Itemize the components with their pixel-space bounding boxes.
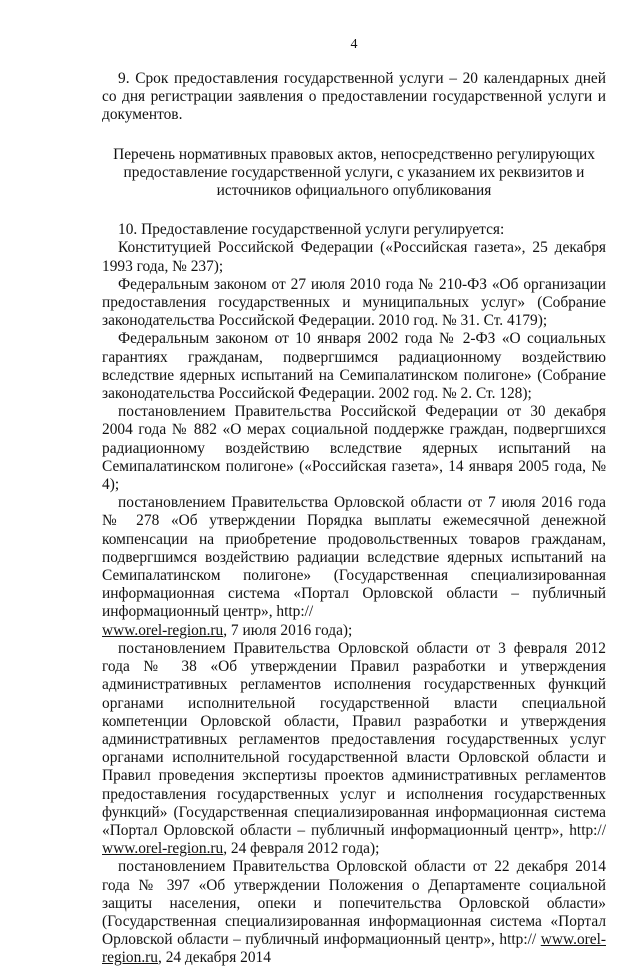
item-decree-882: постановлением Правительства Российской Федерации от 30 декабря 2004 года № 882 «О мерах социальной поддержке граждан, подвергшихся радиационному воздействию вследствие ядерных испытаний на Семипалатинском полигоне» («Российская газета», 14 января 2005 года, № 4);	[102, 403, 606, 494]
decree-278-tail: , 7 июля 2016 года);	[223, 621, 353, 639]
section-heading-line-1: Перечень нормативных правовых актов, непосредственно регулирующих	[113, 145, 595, 163]
decree-397-text: постановлением Правительства Орловской области от 22 декабря 2014 года № 397 «Об утверждении Положения о Департаменте социальной защиты населения, опеки и попечительства Орловской области» (Государственная специализированная информационная система «Портал Орловской области – публичный информационный центр», http://	[102, 858, 606, 949]
decree-397-link[interactable]: www.orel-region.ru	[102, 931, 606, 967]
paragraph-10: 10. Предоставление государственной услуги регулируется:	[118, 221, 505, 239]
section-heading	[102, 146, 606, 201]
page-number: 4	[350, 37, 358, 52]
item-decree-38	[102, 640, 606, 858]
item-law-2: Федеральным законом от 10 января 2002 года № 2-ФЗ «О социальных гарантиях гражданам, подвергшимся радиационному воздействию вследствие ядерных испытаний на Семипалатинском полигоне» (Собрание законодательства Российской Федерации. 2002 год. № 2. Ст. 128);	[102, 330, 606, 403]
decree-278-link[interactable]: www.orel-region.ru	[102, 621, 224, 639]
decree-397-tail: , 24 декабря 2014	[158, 949, 271, 967]
decree-38-tail: , 24 февраля 2012 года);	[223, 840, 380, 858]
section-heading-line-3: источников официального опубликования	[216, 182, 492, 200]
decree-278-text: постановлением Правительства Орловской области от 7 июля 2016 года № 278 «Об утверждении Порядка выплаты ежемесячной денежной компенсации на приобретение продовольственных товаров гражданам, подвергшимся воздействию радиации вследствие ядерных испытаний на Семипалатинском полигоне» (Государственная специализированная информационная система «Портал Орловской области – публичный информационный центр», http://	[102, 494, 606, 621]
section-heading-line-2: предоставление государственной услуги, с указанием их реквизитов и	[123, 163, 585, 181]
decree-38-text: постановлением Правительства Орловской области от 3 февраля 2012 года № 38 «Об утверждении Правил разработки и утверждения административных регламентов исполнения государственных функций органами исполнительной государственной власти специальной компетенции Орловской области, Правил разработки и утверждения административных регламентов предоставления государственных услуг органами исполнительной государственной власти Орловской области и Правил проведения экспертизы проектов административных регламентов предоставления государственных услуг и исполнения государственных функций» (Государственная специализированная информационная система «Портал Орловской области – публичный информационный центр», http://	[102, 639, 606, 839]
item-law-210: Федеральным законом от 27 июля 2010 года № 210-ФЗ «Об организации предоставления государственных и муниципальных услуг» (Собрание законодательства Российской Федерации. 2010 год. № 31. Ст. 4179);	[102, 275, 606, 330]
item-constitution: Конституцией Российской Федерации («Российская газета», 25 декабря 1993 года, № 237);	[102, 239, 606, 275]
item-decree-278	[102, 494, 606, 640]
paragraph-9: 9. Срок предоставления государственной услуги – 20 календарных дней со дня регистрации заявления о предоставлении государственной услуги и документов.	[102, 70, 606, 124]
decree-38-link[interactable]: www.orel-region.ru	[102, 840, 224, 858]
item-decree-397	[102, 858, 606, 967]
